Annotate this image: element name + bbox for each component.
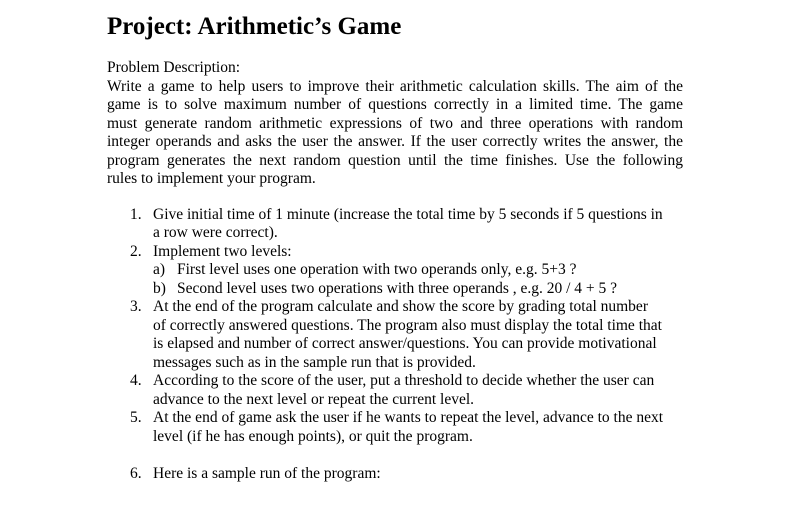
list-item-text: messages such as in the sample run that is provided. — [153, 353, 476, 371]
rules-list — [130, 206, 686, 484]
sub-list-letter: a) — [153, 261, 166, 278]
description-line: game is to solve maximum number of questions correctly in a limited time. The game — [107, 96, 683, 113]
list-number: 5. — [130, 409, 142, 426]
sub-list-letter: b) — [153, 279, 166, 297]
sub-list-item — [153, 280, 686, 299]
sub-list-text: First level uses one operation with two operands only, e.g. 5+3 ? — [177, 261, 577, 278]
list-item-text: is elapsed and number of correct answer/questions. You can provide motivational — [153, 335, 657, 352]
sub-list-text: Second level uses two operations with three operands , e.g. 20 / 4 + 5 ? — [177, 279, 618, 297]
description-label: Problem Description: — [107, 59, 241, 76]
list-item-text: Here is a sample run of the program: — [153, 464, 381, 482]
list-item — [130, 465, 686, 484]
list-item-text: of correctly answered questions. The program also must display the total time that — [153, 316, 662, 334]
list-number: 2. — [130, 242, 142, 260]
problem-description — [107, 78, 683, 189]
list-item-text: Give initial time of 1 minute (increase the total time by 5 seconds if 5 questions in — [153, 205, 663, 223]
description-line: must generate random arithmetic expressions of two and three operations with random — [107, 114, 683, 132]
list-item-text: level (if he has enough points), or quit the program. — [153, 427, 473, 445]
list-item — [130, 372, 686, 409]
description-line: integer operands and asks the user the answer. If the user correctly writes the answer, the — [107, 133, 683, 150]
list-number: 4. — [130, 372, 142, 389]
description-line: program generates the next random question until the time finishes. Use the following — [107, 151, 683, 169]
list-item-text: Implement two levels: — [153, 242, 292, 260]
sub-list-item — [153, 261, 686, 280]
list-item — [130, 409, 686, 446]
list-number: 3. — [130, 298, 142, 315]
list-item-text: advance to the next level or repeat the current level. — [153, 390, 475, 408]
list-item-text: According to the score of the user, put a threshold to decide whether the user can — [153, 372, 655, 389]
list-item-text: At the end of the program calculate and show the score by grading total number — [153, 298, 648, 315]
description-line: rules to implement your program. — [107, 170, 316, 187]
list-number: 1. — [130, 205, 142, 223]
list-number: 6. — [130, 464, 142, 482]
list-item — [130, 243, 686, 299]
list-item-text: At the end of game ask the user if he wants to repeat the level, advance to the next — [153, 409, 664, 426]
list-item-text: a row were correct). — [153, 224, 278, 241]
description-line: Write a game to help users to improve their arithmetic calculation skills. The aim of the — [107, 77, 683, 95]
list-item — [130, 298, 686, 372]
page-title: Project: Arithmetic’s Game — [107, 13, 402, 40]
list-spacer — [130, 446, 686, 465]
list-item — [130, 206, 686, 243]
